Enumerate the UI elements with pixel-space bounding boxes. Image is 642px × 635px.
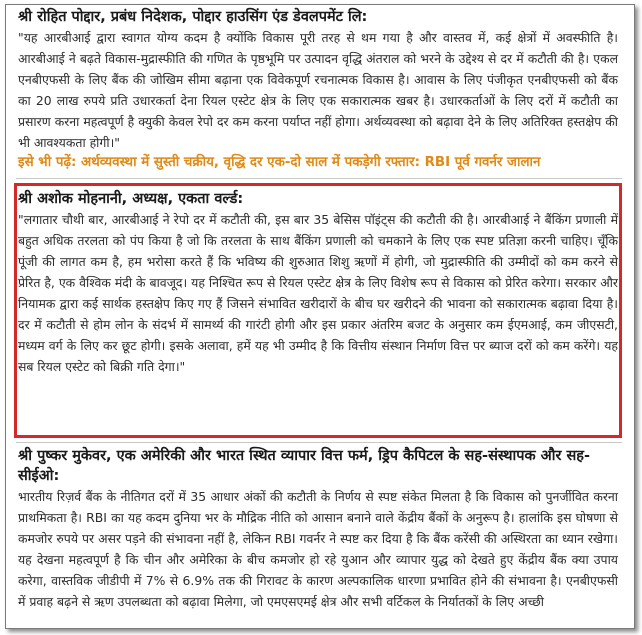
read-also-link[interactable]: इसे भी पढ़ें: अर्थव्यवस्था में सुस्ती चक्रीय, वृद्धि दर एक-दो साल में पकड़ेगी रफ्तार: RBI पूर्व गवर्नर जालान	[18, 155, 541, 170]
quote-text: "लगातार चौथी बार, आरबीआई ने रेपो दर में कटौती की, इस बार 35 बेसिस पॉइंट्स की कटौती की है। आरबीआई ने बैंकिंग प्रणाली में बहुत अधिक तरलता को पंप किया है जो कि तरलता के साथ बैंकिंग प्रणाली को चमकाने के लिए एक स्पष्ट प्रतिज्ञा करनी चाहिए। चूँकि पूंजी की लागत कम है, हम भरोसा करते हैं कि भविष्य की शुरुआत शिशु ऋणों में होगी, जो मुद्रास्फीति की उम्मीदों को कम करने से प्रेरित है, एक वैश्विक मंदी के बावजूद। यह निश्चित रूप से रियल एस्टेट क्षेत्र के लिए विशेष रूप से विकास को प्रेरित करेगा। सरकार और नियामक द्वारा कई सार्थक हस्तक्षेप किए गए हैं जिसने संभावित खरीदारों के बीच घर खरीदने की भावना को सकारात्मक बढ़ावा दिया है। दर में कटौती से होम लोन के संदर्भ में सामर्थ्य की गारंटी होगी और इस प्रकार अंतरिम बजट के अनुसार कम ईएमआई, कम जीएसटी, मध्यम वर्ग के लिए कर छूट होगी। इसके अलावा, हमें यह भी उम्मीद है कि वित्तीय संस्थान निर्माण वित्त पर ब्याज दरों को कम करेंगे। यह सब रियल एस्टेट को बिक्री गति देगा।"	[18, 212, 618, 374]
quote-text: भारतीय रिज़र्व बैंक के नीतिगत दरों में 35 आधार अंकों की कटौती के निर्णय से स्पष्ट संकेत मिलता है कि विकास को पुनर्जीवित करना प्राथमिकता है। RBI का यह कदम दुनिया भर के मौद्रिक नीति को आसान बनाने वाले केंद्रीय बैंकों के अनुरूप है। हालांकि इस घोषणा से कमजोर रुपये पर असर पड़ने की संभावना नहीं है, लेकिन RBI गवर्नर ने स्पष्ट कर दिया है कि बैंक करेंसी की अस्थिरता का ध्यान रखेगा। यह देखना महत्वपूर्ण है कि चीन और अमेरिका के बीच कमजोर हो रहे युआन और व्यापार युद्ध को देखते हुए केंद्रीय बैंक क्या उपाय करेगा, वास्तविक जीडीपी में 7% से 6.9% तक की गिरावट के कारण अल्पकालिक धारणा प्रभावित होने की संभावना है। एनबीएफसी में प्रवाह बढ़ने से ऋण उपलब्धता को बढ़ावा मिलेगा, जो एमएसएमई क्षेत्र और सभी वर्टिकल के निर्यातकों के लिए अच्छी	[18, 489, 618, 609]
quote-text: "यह आरबीआई द्वारा स्वागत योग्य कदम है क्योंकि विकास पूरी तरह से थम गया है और वास्तव में, कई क्षेत्रों में अवस्फीति है। आरबीआई ने बढ़ते विकास-मुद्रास्फीति की गणित के पृष्ठभूमि पर उत्पादन वृद्धि अंतराल को भरने के उद्देश्य से दर में कटौती की है। एकल एनबीएफसी के लिए बैंक की जोखिम सीमा बढ़ाना एक विवेकपूर्ण रचनात्मक विकास है। आवास के लिए पंजीकृत एनबीएफसी को बैंक का 20 लाख रुपये प्रति उधारकर्ता देना रियल एस्टेट क्षेत्र के लिए एक सकारात्मक खबर है। उधारकर्ताओं के लिए दरों में कटौती का प्रसारण करना महत्वपूर्ण है क्युकी केवल रेपो दर कम करना पर्याप्त नहीं होगा। अर्थव्यवस्था को बढ़ावा देने के लिए अतिरिक्त हस्तक्षेप की भी आवश्यकता होगी।"	[18, 30, 618, 150]
speaker-heading: श्री अशोक मोहनानी, अध्यक्ष, एकता वर्ल्ड:	[18, 191, 244, 207]
article-screenshot	[5, 4, 635, 629]
quote-section-ashok	[18, 189, 618, 377]
quote-section-pushkar	[18, 446, 618, 612]
speaker-heading: श्री पुष्कर मुकेवर, एक अमेरिकी और भारत स्थित व्यापार वित्त फर्म, ड्रिप कैपिटल के सह-संस्थापक और सह-सीईओ:	[18, 448, 590, 484]
divider	[16, 178, 622, 179]
divider	[16, 442, 622, 443]
quote-section-rohit	[18, 7, 618, 173]
speaker-heading: श्री रोहित पोद्दार, प्रबंध निदेशक, पोद्दार हाउसिंग एंड डेवलपमेंट लि:	[18, 9, 368, 25]
